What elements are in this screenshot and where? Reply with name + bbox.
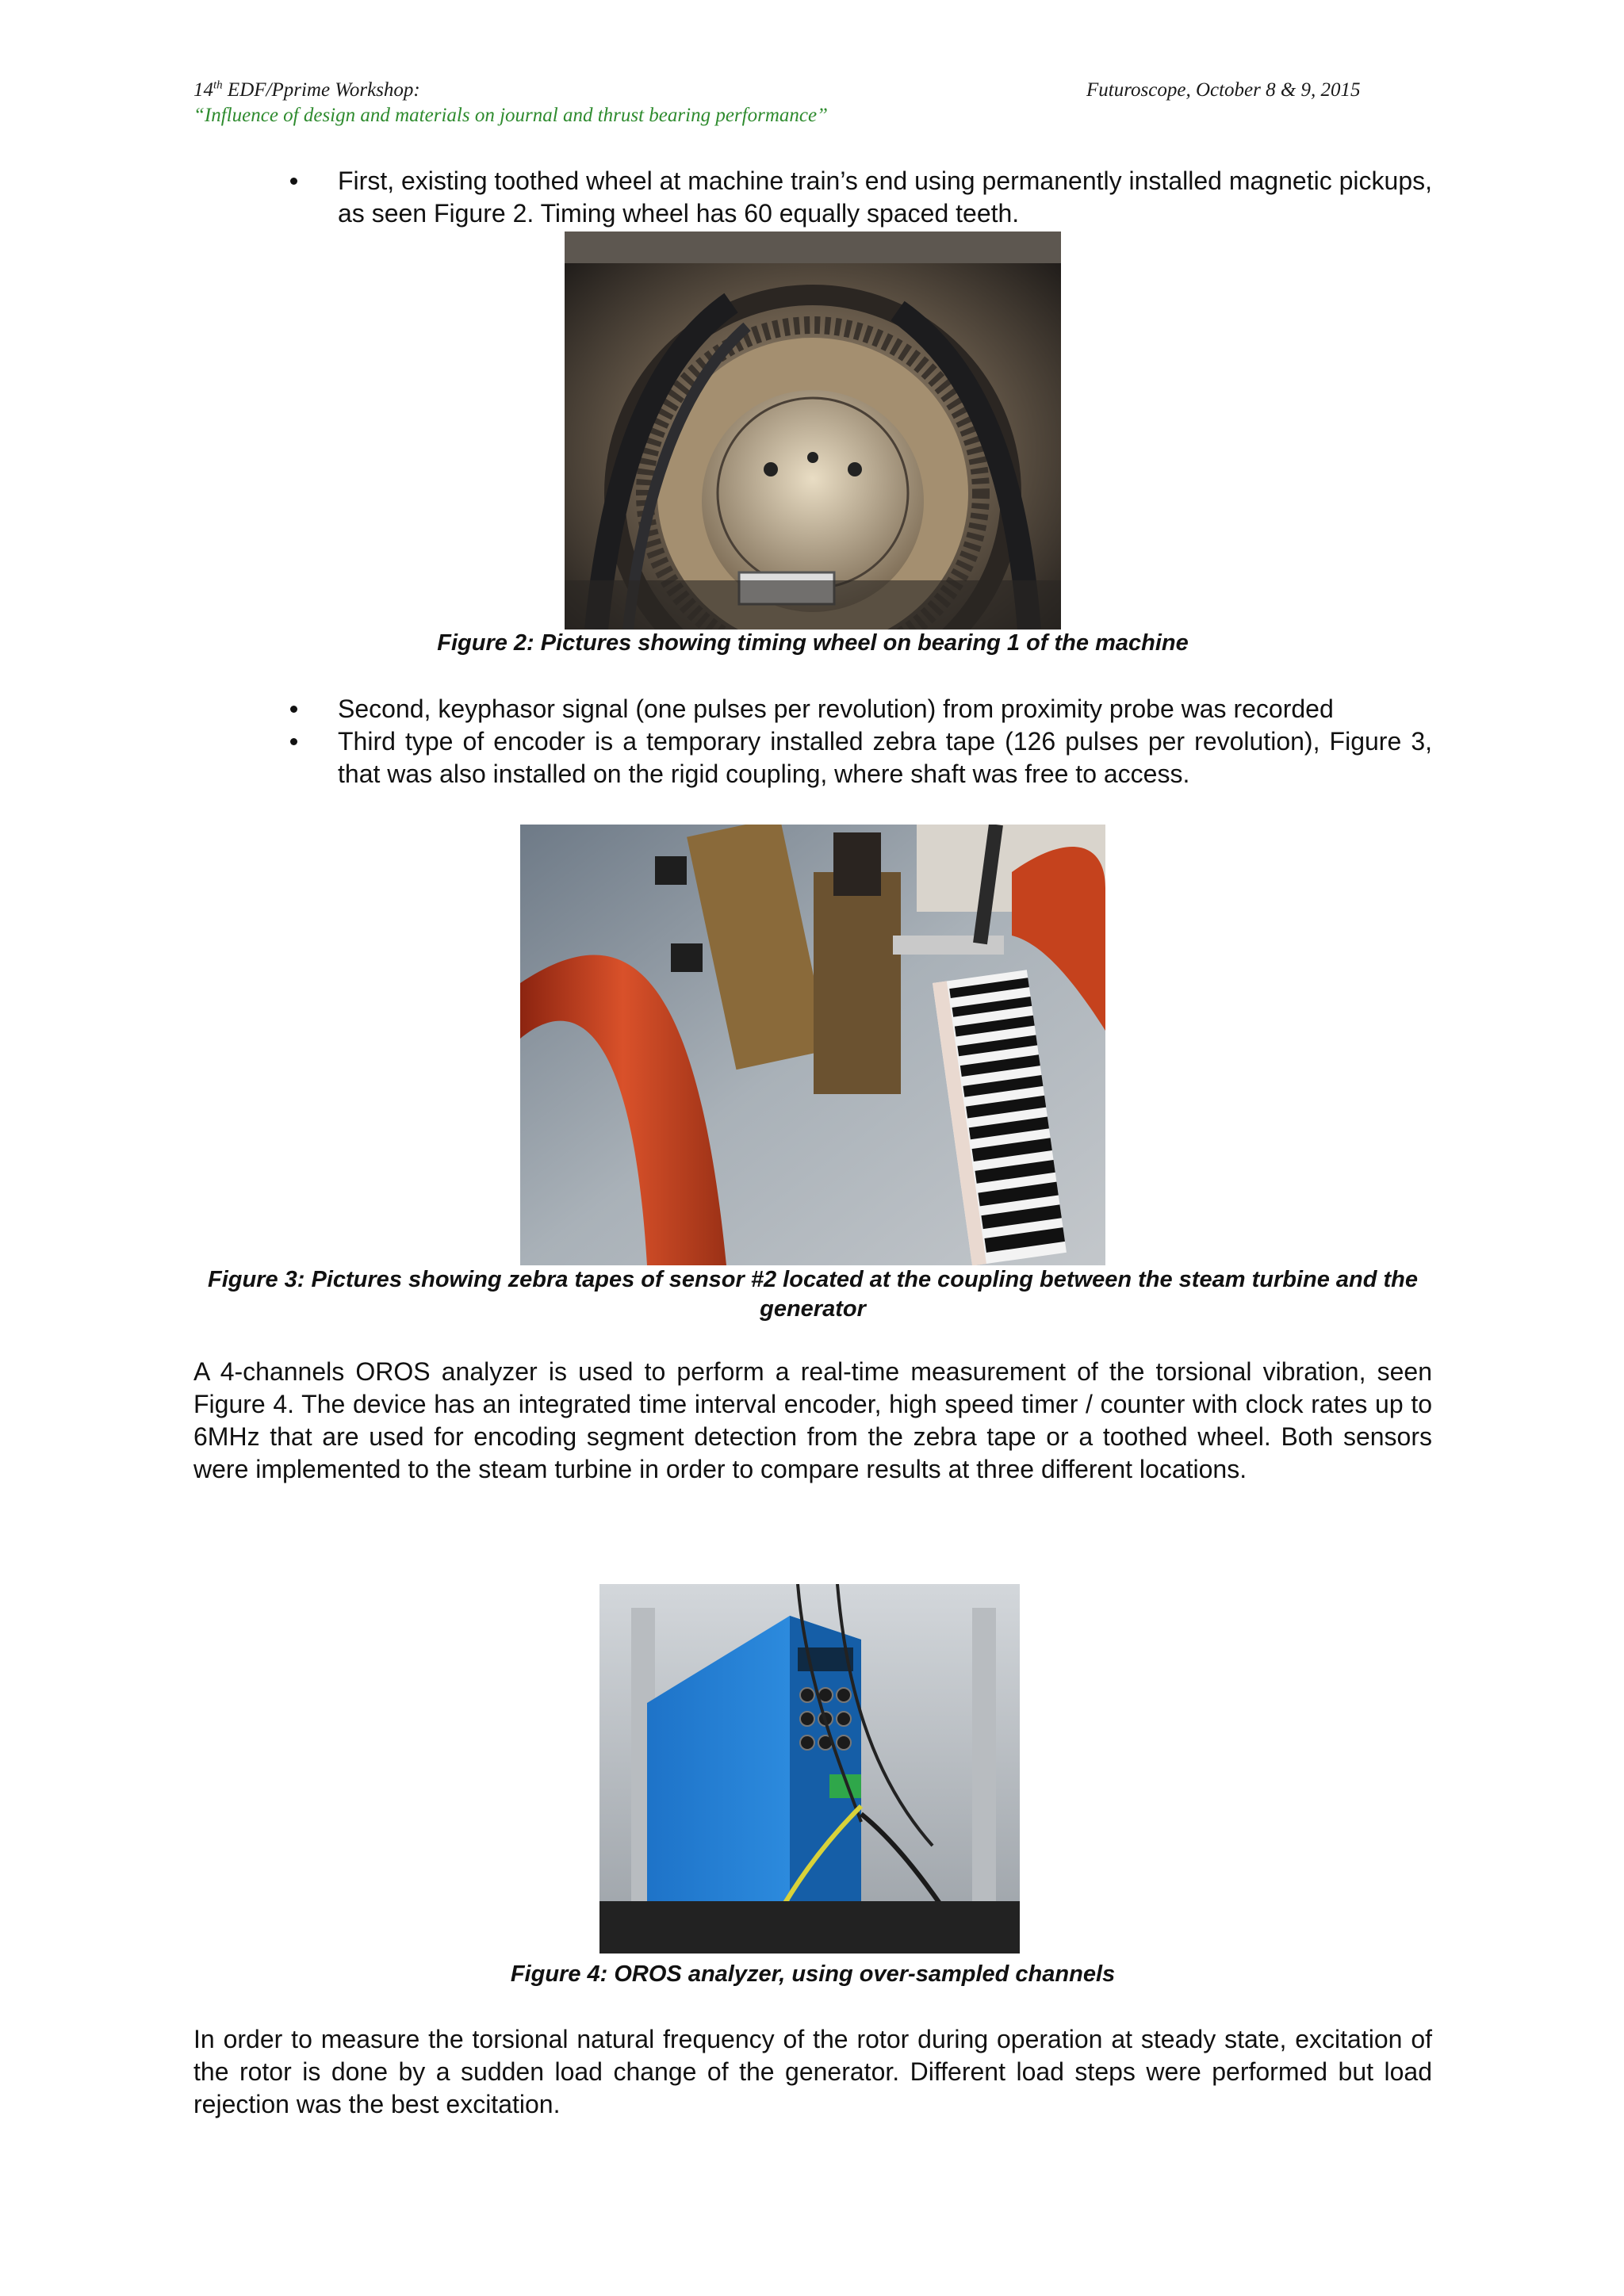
figure-2-caption: Figure 2: Pictures showing timing wheel on bearing 1 of the machine xyxy=(437,630,1189,656)
bullet-item xyxy=(289,693,1432,725)
workshop-ordinal: th xyxy=(213,78,223,92)
bullet-text: Second, keyphasor signal (one pulses per revolution) from proximity probe was recorded xyxy=(338,695,1334,723)
paragraph-load-rejection: In order to measure the torsional natural frequency of the rotor during operation at steady state, excitation of the rotor is done by a sudden load change of the generator. Different load steps were performed but load rejection was the best excitation. xyxy=(193,2025,1432,2118)
bullet-dot xyxy=(290,738,297,745)
workshop-number: 14 xyxy=(193,79,213,101)
bullet-list-top xyxy=(289,165,1432,230)
bullet-list-mid xyxy=(289,693,1432,790)
figure-3-photo xyxy=(520,825,1105,1265)
figure-3-caption: Figure 3: Pictures showing zebra tapes of sensor #2 located at the coupling between the steam turbine and the generator xyxy=(207,1267,1419,1322)
figure-4-caption: Figure 4: OROS analyzer, using over-sampled channels xyxy=(510,1961,1116,1987)
bullet-item xyxy=(289,165,1432,230)
bullet-text: Third type of encoder is a temporary installed zebra tape (126 pulses per revolution), Figure 3, that was also installed on the rigid coupling, where shaft was free to access. xyxy=(338,727,1432,788)
bullet-dot xyxy=(290,706,297,713)
paragraph-oros-analyzer: A 4-channels OROS analyzer is used to perform a real-time measurement of the torsional vibration, seen Figure 4. The device has an integrated time interval encoder, high speed timer / counter with clock rates up to 6MHz that are used for encoding segment detection from the zebra tape or a toothed wheel. Both sensors were implemented to the steam turbine in order to compare results at three different locations. xyxy=(193,1357,1432,1483)
figure-4-photo xyxy=(599,1584,1020,1954)
bullet-text: First, existing toothed wheel at machine train’s end using permanently installed magnetic pickups, as seen Figure 2. Timing wheel has 60 equally spaced teeth. xyxy=(338,166,1432,228)
workshop-subtitle: “Influence of design and materials on journal and thrust bearing performance” xyxy=(193,105,828,126)
bullet-dot xyxy=(290,178,297,185)
location-date: Futuroscope, October 8 & 9, 2015 xyxy=(1086,79,1361,101)
workshop-title xyxy=(193,78,420,103)
workshop-name: EDF/Pprime Workshop: xyxy=(222,79,420,101)
bullet-item xyxy=(289,725,1432,790)
figure-2-photo xyxy=(565,232,1061,629)
